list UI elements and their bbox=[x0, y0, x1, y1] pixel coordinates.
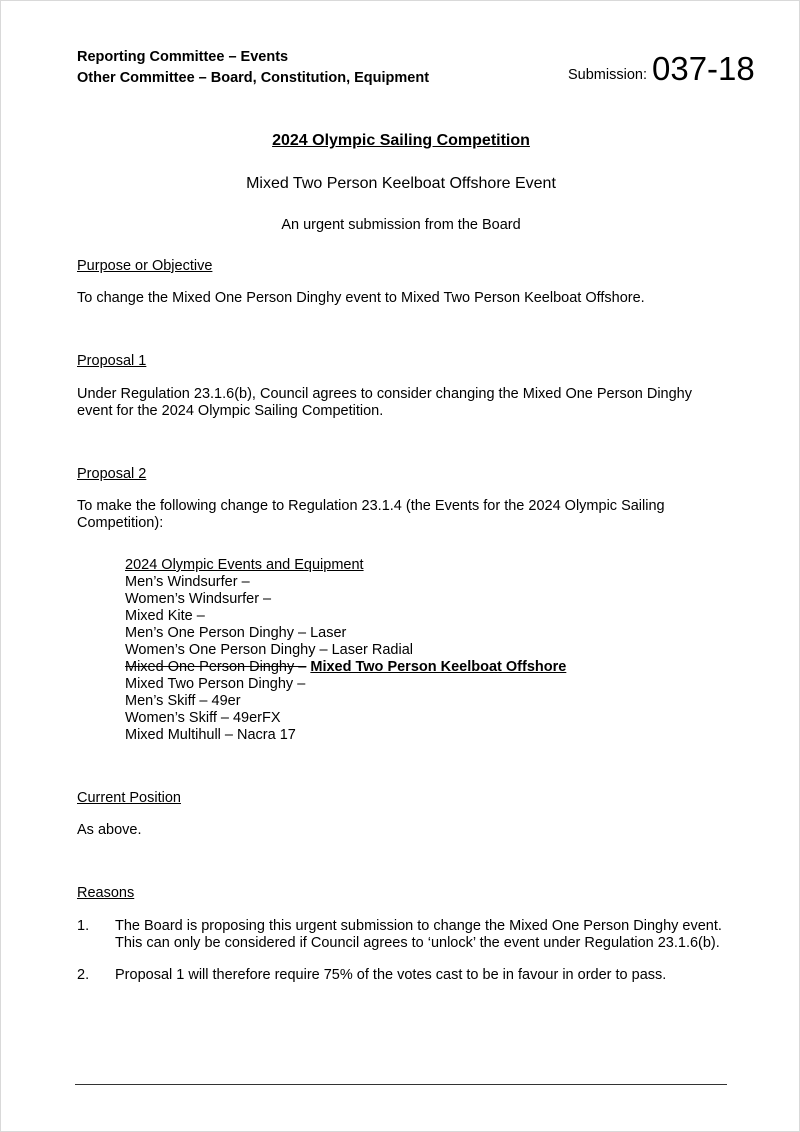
document-title: 2024 Olympic Sailing Competition bbox=[272, 132, 530, 149]
proposal1-text: Under Regulation 23.1.6(b), Council agrees to consider changing the Mixed One Person Dinghy event for the 2024 Olympic Sailing Competition. bbox=[77, 386, 692, 419]
submission-label: Submission: bbox=[568, 67, 647, 83]
footer-rule bbox=[75, 1084, 727, 1085]
event-item: Men’s Windsurfer – bbox=[125, 574, 250, 590]
reason-text: The Board is proposing this urgent submission to change the Mixed One Person Dinghy event. This can only be considered if Council agrees to ‘unlock’ the event under Regulation 23.1.6(b). bbox=[115, 918, 722, 951]
event-item: Mixed Kite – bbox=[125, 608, 205, 624]
proposal1-heading: Proposal 1 bbox=[77, 353, 147, 369]
event-item: Women’s One Person Dinghy – Laser Radial bbox=[125, 642, 414, 658]
inserted-event: Mixed Two Person Keelboat Offshore bbox=[310, 659, 567, 675]
reason-item bbox=[77, 967, 727, 984]
submission-origin: An urgent submission from the Board bbox=[281, 217, 521, 233]
document-subtitle: Mixed Two Person Keelboat Offshore Event bbox=[246, 175, 556, 192]
submission-number: 037-18 bbox=[652, 50, 755, 87]
proposal2-heading: Proposal 2 bbox=[77, 466, 147, 482]
reason-text: Proposal 1 will therefore require 75% of the votes cast to be in favour in order to pass. bbox=[115, 967, 667, 983]
reason-item bbox=[77, 918, 727, 952]
event-item-amended bbox=[125, 659, 566, 676]
reporting-committee: Reporting Committee – Events bbox=[77, 49, 289, 65]
event-item: Men’s Skiff – 49er bbox=[125, 693, 241, 709]
reasons-heading: Reasons bbox=[77, 885, 135, 901]
event-item: Mixed Multihull – Nacra 17 bbox=[125, 727, 296, 743]
event-item: Women’s Windsurfer – bbox=[125, 591, 272, 607]
purpose-text: To change the Mixed One Person Dinghy event to Mixed Two Person Keelboat Offshore. bbox=[77, 290, 645, 306]
proposal2-text: To make the following change to Regulation 23.1.4 (the Events for the 2024 Olympic Sailing Competition): bbox=[77, 498, 665, 531]
purpose-heading: Purpose or Objective bbox=[77, 258, 213, 274]
reason-number: 2. bbox=[77, 967, 90, 983]
reasons-list bbox=[77, 918, 727, 999]
events-list bbox=[125, 557, 566, 744]
events-heading: 2024 Olympic Events and Equipment bbox=[125, 557, 364, 573]
event-item: Men’s One Person Dinghy – Laser bbox=[125, 625, 347, 641]
event-item: Mixed Two Person Dinghy – bbox=[125, 676, 306, 692]
other-committee: Other Committee – Board, Constitution, Equipment bbox=[77, 70, 430, 86]
event-item: Women’s Skiff – 49erFX bbox=[125, 710, 281, 726]
current-position-text: As above. bbox=[77, 822, 142, 838]
struck-event: Mixed One Person Dinghy – bbox=[125, 659, 307, 675]
current-position-heading: Current Position bbox=[77, 790, 181, 806]
reason-number: 1. bbox=[77, 918, 90, 934]
